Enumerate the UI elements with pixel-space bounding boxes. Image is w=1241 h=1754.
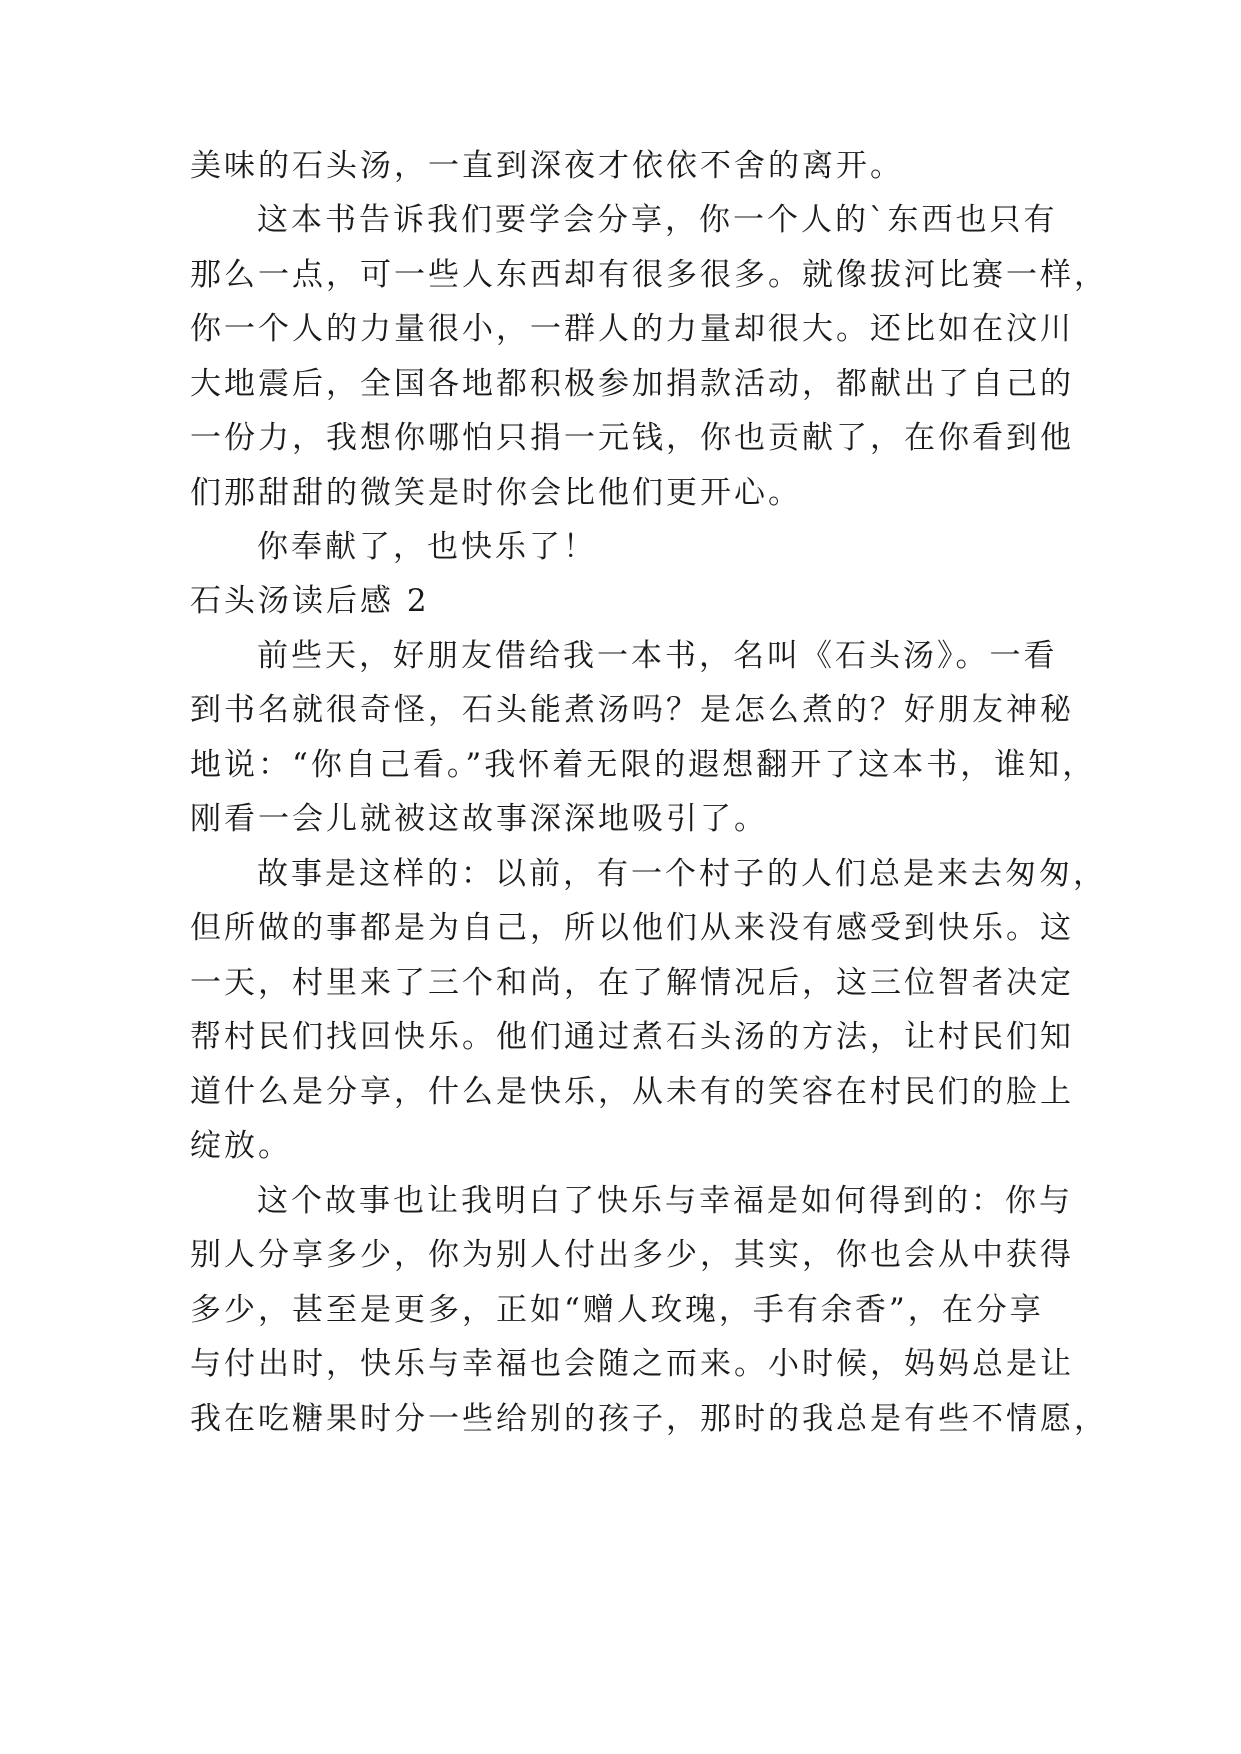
paragraph-line: 多少，甚至是更多，正如“赠人玫瑰，手有余香”，在分享 (190, 1292, 1044, 1328)
paragraph-line: 但所做的事都是为自己，所以他们从来没有感受到快乐。这 (190, 910, 1074, 946)
paragraph-line: 一天，村里来了三个和尚，在了解情况后，这三位智者决定 (190, 965, 1074, 1001)
paragraph-line: 们那甜甜的微笑是时你会比他们更开心。 (190, 475, 802, 511)
paragraph-line: 前些天，好朋友借给我一本书，名叫《石头汤》。一看 (257, 638, 1058, 674)
paragraph-line: 你一个人的力量很小，一群人的力量却很大。还比如在汶川 (190, 311, 1074, 347)
paragraph-line: 绽放。 (190, 1128, 292, 1164)
paragraph-line: 这个故事也让我明白了快乐与幸福是如何得到的：你与 (257, 1183, 1073, 1219)
paragraph-line: 你奉献了，也快乐了！ (257, 529, 597, 565)
paragraph-line: 道什么是分享，什么是快乐，从未有的笑容在村民们的脸上 (190, 1074, 1074, 1110)
paragraph-line: 与付出时，快乐与幸福也会随之而来。小时候，妈妈总是让 (190, 1346, 1074, 1382)
paragraph-line: 我在吃糖果时分一些给别的孩子，那时的我总是有些不情愿， (190, 1401, 1108, 1437)
paragraph-line: 美味的石头汤，一直到深夜才依依不舍的离开。 (190, 148, 904, 184)
paragraph-line: 到书名就很奇怪，石头能煮汤吗？是怎么煮的？好朋友神秘 (190, 692, 1074, 728)
paragraph-line: 地说：“你自己看。”我怀着无限的遐想翻开了这本书，谁知， (190, 747, 1097, 783)
paragraph-line: 刚看一会儿就被这故事深深地吸引了。 (190, 801, 768, 837)
paragraph-line: 帮村民们找回快乐。他们通过煮石头汤的方法，让村民们知 (190, 1019, 1074, 1055)
section-heading: 石头汤读后感 2 (190, 583, 430, 619)
paragraph-line: 那么一点，可一些人东西却有很多很多。就像拔河比赛一样， (190, 257, 1108, 293)
paragraph-line: 一份力，我想你哪怕只捐一元钱，你也贡献了，在你看到他 (190, 420, 1074, 456)
paragraph-line: 大地震后，全国各地都积极参加捐款活动，都献出了自己的 (190, 366, 1074, 402)
paragraph-line: 这本书告诉我们要学会分享，你一个人的`东西也只有 (257, 202, 1058, 238)
paragraph-line: 别人分享多少，你为别人付出多少，其实，你也会从中获得 (190, 1237, 1074, 1273)
paragraph-line: 故事是这样的：以前，有一个村子的人们总是来去匆匆， (257, 856, 1107, 892)
